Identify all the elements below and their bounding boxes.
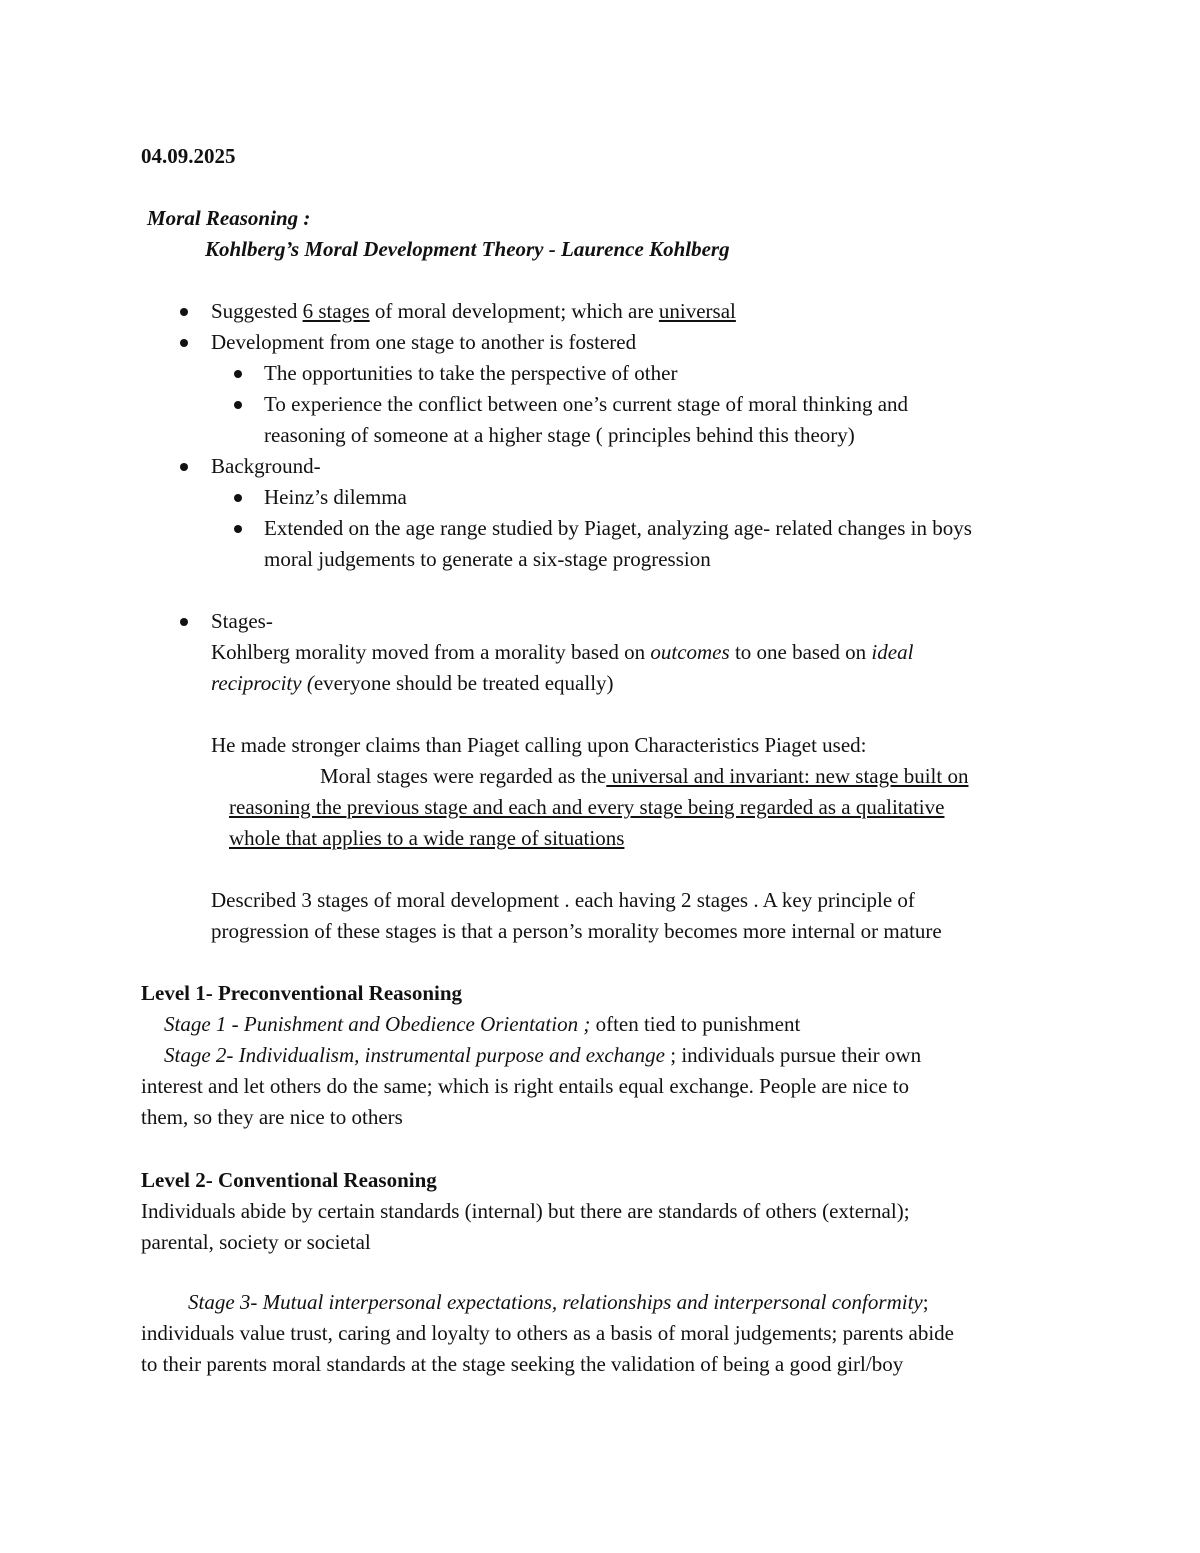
sub-bullet-piaget-line1: Extended on the age range studied by Piaget, analyzing age- related changes in boys <box>264 516 972 540</box>
bullet-icon <box>234 370 242 378</box>
level2-stage3-line3: to their parents moral standards at the stage seeking the validation of being a good girl/boy <box>141 1352 904 1376</box>
stages-paragraph2-line2 <box>320 761 968 792</box>
bullet-icon <box>234 525 242 533</box>
italic-text: Stage 3- Mutual interpersonal expectations, relationships and interpersonal conformity <box>188 1290 923 1314</box>
bullet-icon <box>180 339 188 347</box>
level1-stage1 <box>164 1009 800 1040</box>
italic-text: Stage 1 - Punishment and Obedience Orientation ; <box>164 1012 591 1036</box>
stages-paragraph2-line3: reasoning the previous stage and each and every stage being regarded as a qualitative <box>229 795 945 819</box>
underlined-text: 6 stages <box>302 299 370 323</box>
level2-stage3-line2: individuals value trust, caring and loyalty to others as a basis of moral judgements; parents abide <box>141 1321 954 1345</box>
underlined-text: universal and invariant: new stage built on <box>606 764 969 788</box>
bullet-background: Background- <box>211 454 321 478</box>
italic-text: reciprocity ( <box>211 671 314 695</box>
text-span: ; individuals pursue their own <box>665 1043 922 1067</box>
bullet-icon <box>180 463 188 471</box>
stages-paragraph3-line1: Described 3 stages of moral development . each having 2 stages . A key principle of <box>211 888 915 912</box>
level1-heading: Level 1- Preconventional Reasoning <box>141 981 463 1005</box>
italic-text: outcomes <box>650 640 730 664</box>
sub-bullet-piaget-line2: moral judgements to generate a six-stage progression <box>264 547 711 571</box>
stages-paragraph2-line1: He made stronger claims than Piaget calling upon Characteristics Piaget used: <box>211 733 867 757</box>
italic-text: Stage 2- Individualism, instrumental purpose and exchange <box>164 1043 666 1067</box>
italic-text: ideal <box>871 640 914 664</box>
text-span: to one based on <box>729 640 872 664</box>
level1-stage2 <box>164 1040 921 1071</box>
bullet-icon <box>180 308 188 316</box>
level2-line1: Individuals abide by certain standards (internal) but there are standards of others (external); <box>141 1199 910 1223</box>
underlined-text: universal <box>658 299 736 323</box>
level2-heading: Level 2- Conventional Reasoning <box>141 1168 437 1192</box>
bullet-icon <box>180 618 188 626</box>
text-span: Moral stages were regarded as the <box>320 764 607 788</box>
sub-bullet-perspective: The opportunities to take the perspective of other <box>264 361 678 385</box>
text-span: Suggested <box>211 299 303 323</box>
bullet-icon <box>234 494 242 502</box>
text-span: of moral development; which are <box>369 299 659 323</box>
bullet-development: Development from one stage to another is fostered <box>211 330 637 354</box>
level1-stage2-line3: interest and let others do the same; which is right entails equal exchange. People are nice to <box>141 1074 909 1098</box>
text-span: often tied to punishment <box>590 1012 801 1036</box>
text-span: everyone should be treated equally) <box>313 671 614 695</box>
sub-bullet-heinz: Heinz’s dilemma <box>264 485 407 509</box>
text-span: ; <box>922 1290 929 1314</box>
sub-bullet-conflict-line2: reasoning of someone at a higher stage ( principles behind this theory) <box>264 423 855 447</box>
level2-stage3 <box>188 1287 929 1318</box>
stages-paragraph3-line2: progression of these stages is that a person’s morality becomes more internal or mature <box>211 919 942 943</box>
stages-paragraph1-line1 <box>211 637 913 668</box>
document-date: 04.09.2025 <box>141 144 236 168</box>
bullet-stages: Stages- <box>211 609 273 633</box>
section-subtitle: Kohlberg’s Moral Development Theory - Laurence Kohlberg <box>205 237 730 261</box>
level1-stage2-line4: them, so they are nice to others <box>141 1105 403 1129</box>
bullet-icon <box>234 401 242 409</box>
bullet-stages-universal <box>211 296 736 327</box>
sub-bullet-conflict-line1: To experience the conflict between one’s current stage of moral thinking and <box>264 392 909 416</box>
text-span: Kohlberg morality moved from a morality based on <box>211 640 651 664</box>
section-title: Moral Reasoning : <box>147 206 311 230</box>
stages-paragraph1-line2 <box>211 668 614 699</box>
stages-paragraph2-line4: whole that applies to a wide range of situations <box>229 826 625 850</box>
level2-line2: parental, society or societal <box>141 1230 371 1254</box>
